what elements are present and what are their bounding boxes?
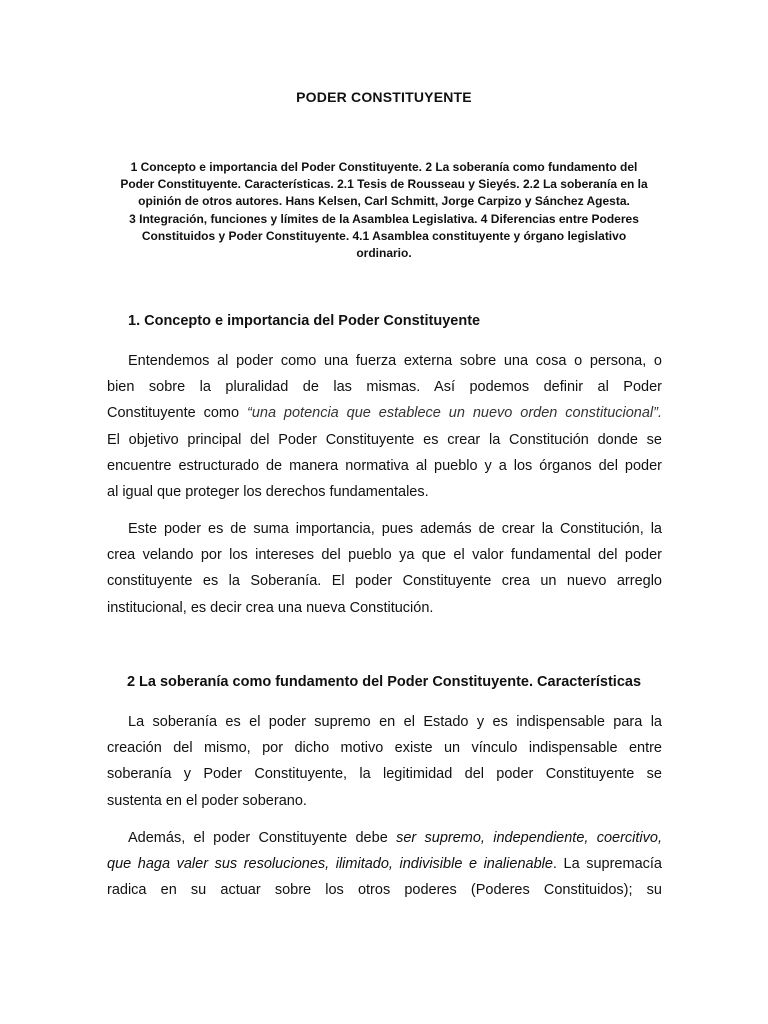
paragraph-line: El objetivo principal del Poder Constituyente es crear la Constitución donde se xyxy=(107,431,662,448)
paragraph-line: al igual que proteger los derechos fundamentales. xyxy=(107,484,429,501)
paragraph-line: Este poder es de suma importancia, pues además de crear la Constitución, la xyxy=(128,521,662,537)
section-2-paragraph-2 xyxy=(107,825,662,904)
paragraph-line: institucional, es decir crea una nueva Constitución. xyxy=(107,599,434,616)
paragraph-line xyxy=(107,825,662,851)
summary-line: 3 Integración, funciones y límites de la Asamblea Legislativa. 4 Diferencias entre Poderes xyxy=(129,211,639,226)
line-text: Además, el poder Constituyente debe xyxy=(128,830,397,846)
paragraph-line: crea velando por los intereses del pueblo ya que el valor fundamental del poder xyxy=(107,547,662,564)
paragraph-line: constituyente es la Soberanía. El poder Constituyente crea un nuevo arreglo xyxy=(107,573,662,590)
summary-line: Constituidos y Poder Constituyente. 4.1 Asamblea constituyente y órgano legislativo xyxy=(141,228,627,243)
paragraph-line xyxy=(107,851,662,877)
paragraph-line: soberanía y Poder Constituyente, la legitimidad del poder Constituyente se xyxy=(107,766,662,783)
line-text: Constituyente como xyxy=(107,405,247,422)
section-2-heading: 2 La soberanía como fundamento del Poder Constituyente. Características xyxy=(126,674,642,690)
table-of-contents-summary xyxy=(100,159,668,262)
quoted-definition: “una potencia que establece un nuevo orden constitucional”. xyxy=(246,405,662,422)
paragraph-line: La soberanía es el poder supremo en el Estado y es indispensable para la xyxy=(128,714,662,730)
emphasized-text: ser supremo, independiente, coercitivo, xyxy=(396,830,662,846)
paragraph-line xyxy=(107,400,662,426)
emphasized-text: que haga valer sus resoluciones, ilimitado, indivisible e inalienable xyxy=(107,856,553,873)
summary-line: 1 Concepto e importancia del Poder Constituyente. 2 La soberanía como fundamento del xyxy=(130,160,638,174)
summary-line: opinión de otros autores. Hans Kelsen, Carl Schmitt, Jorge Carpizo y Sánchez Agesta. xyxy=(138,194,630,209)
summary-line: ordinario. xyxy=(356,246,412,261)
paragraph-line: Entendemos al poder como una fuerza externa sobre una cosa o persona, o xyxy=(128,353,662,369)
paragraph-line: sustenta en el poder soberano. xyxy=(107,792,307,809)
paragraph-line: bien sobre la pluralidad de las mismas. Así podemos definir al Poder xyxy=(107,379,662,396)
paragraph-line: creación del mismo, por dicho motivo existe un vínculo indispensable entre xyxy=(107,740,662,757)
paragraph-line: radica en su actuar sobre los otros poderes (Poderes Constituidos); su xyxy=(107,882,662,899)
section-2-paragraph-1 xyxy=(107,709,662,814)
section-1-paragraph-1 xyxy=(107,348,662,505)
line-text: . La supremacía xyxy=(552,856,662,873)
document-title: PODER CONSTITUYENTE xyxy=(296,89,472,105)
paragraph-line: encuentre estructurado de manera normativa al pueblo y a los órganos del poder xyxy=(107,457,662,474)
section-1-heading: 1. Concepto e importancia del Poder Constituyente xyxy=(128,313,481,329)
summary-line: Poder Constituyente. Características. 2.1 Tesis de Rousseau y Sieyés. 2.2 La soberanía en la xyxy=(120,177,648,192)
section-1-paragraph-2 xyxy=(107,516,662,621)
